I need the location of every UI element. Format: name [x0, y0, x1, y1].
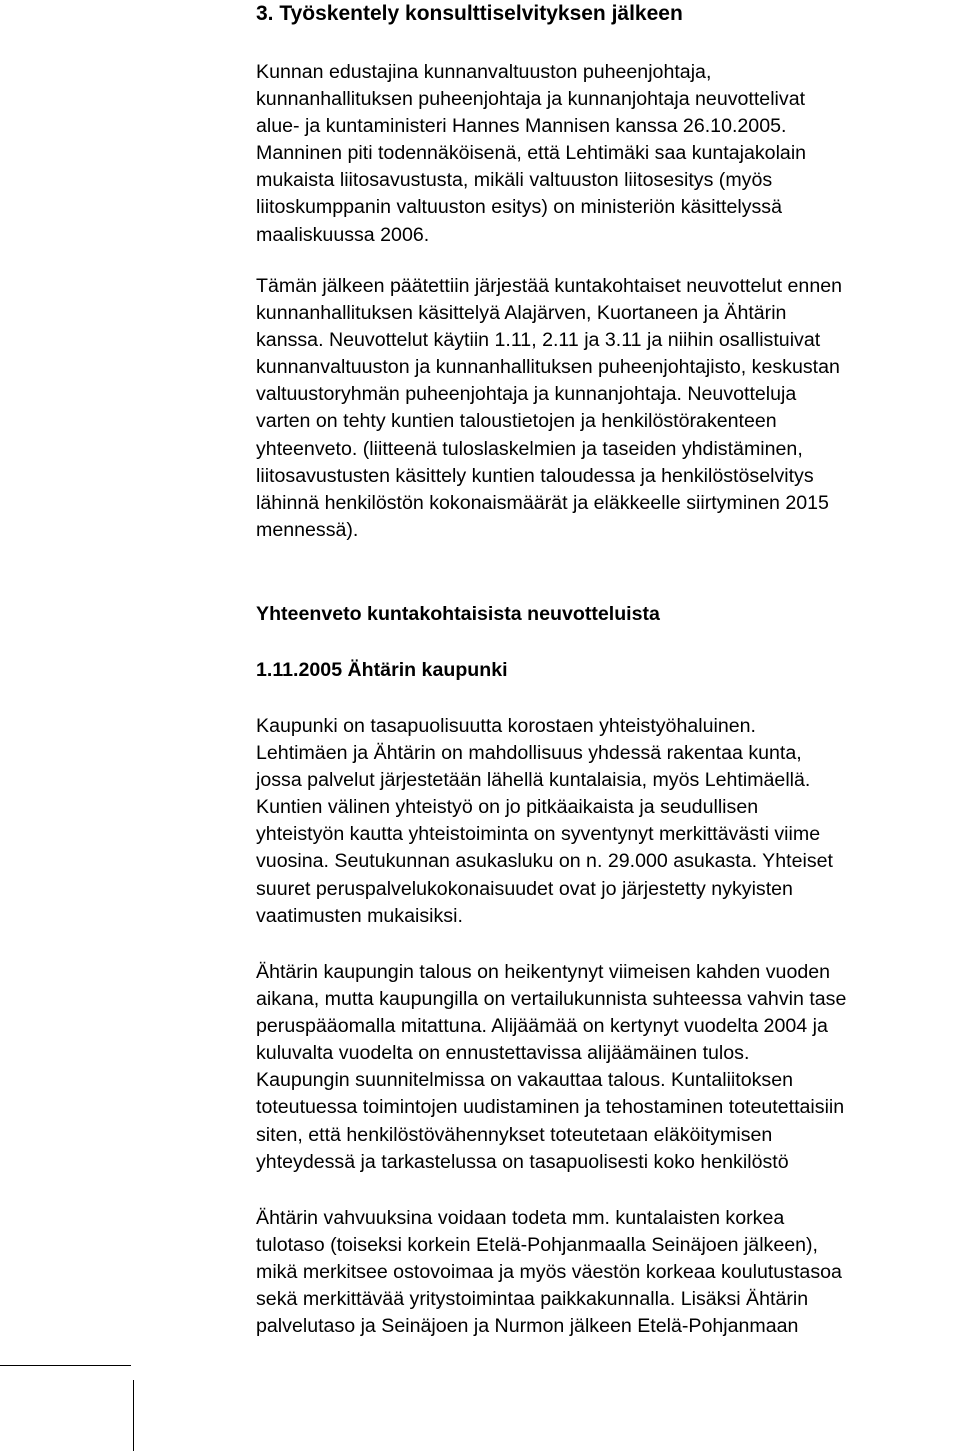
paragraph-negotiations: Tämän jälkeen päätettiin järjestää kuntakohtaiset neuvottelut ennen kunnanhallituksen käsittelyä Alajärven, Kuortaneen ja Ähtärin kanssa. Neuvottelut käytiin 1.11, 2.11 ja 3.11 ja niihin osallistuivat kunnanvaltuuston ja kunnanhallituksen puheenjohtajisto, keskustan valtuustoryhmän puheenjohtaja ja kunnanjohtaja. Neuvotteluja varten on tehty kuntien taloustietojen ja henkilöstörakenteen yhteenveto. (liitteenä tuloslaskelmien ja taseiden yhdistäminen, liitosavustusten käsittely kuntien taloudessa ja henkilöstöselvitys lähinnä henkilöstön kokonaismäärät ja eläkkeelle siirtyminen 2015 mennessä). — [256, 275, 843, 541]
paragraph-ahtari-cooperation: Kaupunki on tasapuolisuutta korostaen yhteistyöhaluinen. Lehtimäen ja Ähtärin on mahdollisuus yhdessä rakentaa kunta, jossa palvelut järjestetään lähellä kuntalaisia, myös Lehtimäellä. Kuntien välinen yhteistyö on jo pitkäaikaista ja seudullisen yhteistyön kautta yhteistoiminta on syventynyt merkittävästi viime vuosina. Seutukunnan asukasluku on n. 29.000 asukasta. Yhteiset suuret peruspalvelukokonaisuudet ovat jo järjestetty nykyisten vaatimusten mukaisiksi. — [256, 715, 833, 927]
margin-change-bar — [133, 1380, 134, 1451]
footnote-rule — [0, 1365, 131, 1366]
section-heading: 3. Työskentely konsulttiselvityksen jälkeen — [256, 2, 683, 25]
paragraph-ahtari-economy: Ähtärin kaupungin talous on heikentynyt viimeisen kahden vuoden aikana, mutta kaupungilla on vertailukunnista suhteessa vahvin tase peruspääomalla mitattuna. Alijäämää on kertynyt vuodelta 2004 ja kuluvalta vuodelta on ennustettavissa alijäämäinen tulos. Kaupungin suunnitelmissa on vakauttaa talous. Kuntaliitoksen toteutuessa toimintojen uudistaminen ja tehostaminen toteutettaisiin siten, että henkilöstövähennykset toteutetaan eläköitymisen yhteydessä ja tarkastelussa on tasapuolisesti koko henkilöstö — [256, 961, 847, 1173]
ahtari-subheading: 1.11.2005 Ähtärin kaupunki — [256, 659, 508, 681]
paragraph-ahtari-strengths: Ähtärin vahvuuksina voidaan todeta mm. kuntalaisten korkea tulotaso (toiseksi korkein Etelä-Pohjanmaalla Seinäjoen jälkeen), mikä merkitsee ostovoimaa ja myös väestön korkeaa koulutustasoa sekä merkittävää yritystoimintaa paikkakunnalla. Lisäksi Ähtärin palvelutaso ja Seinäjoen ja Nurmon jälkeen Etelä-Pohjanmaan — [256, 1207, 842, 1338]
paragraph-minister-meeting: Kunnan edustajina kunnanvaltuuston puheenjohtaja, kunnanhallituksen puheenjohtaja ja kunnanjohtaja neuvottelivat alue- ja kuntaministeri Hannes Mannisen kanssa 26.10.2005. Manninen piti todennäköisenä, että Lehtimäki saa kuntajakolain mukaista liitosavustusta, mikäli valtuuston liitosesitys (myös liitoskumppanin valtuuston esitys) on ministeriön käsittelyssä maaliskuussa 2006. — [256, 61, 807, 246]
summary-heading: Yhteenveto kuntakohtaisista neuvotteluista — [256, 603, 660, 625]
